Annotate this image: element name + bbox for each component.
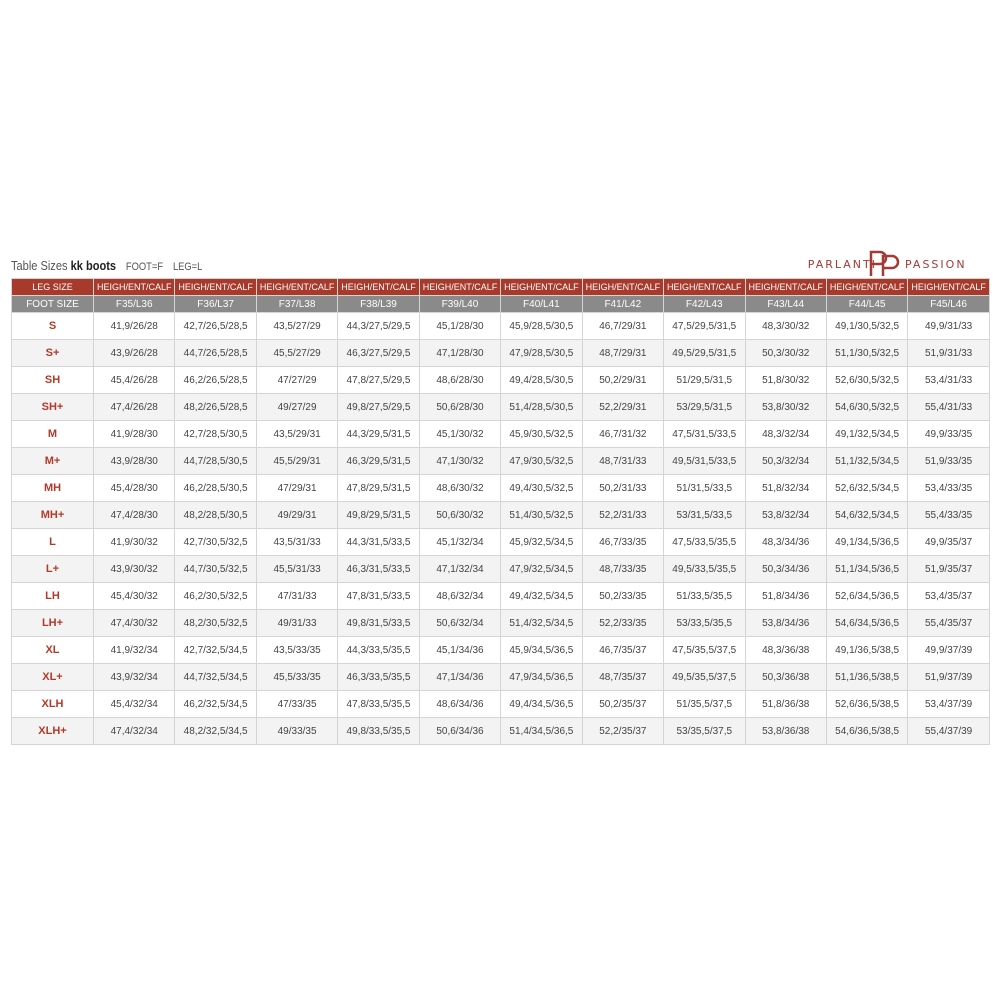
measurement-cell: 51,9/33/35 (908, 448, 989, 475)
measure-header-cell: HEIGH/ENT/CALF (256, 279, 337, 296)
measurement-cell: 52,6/36,5/38,5 (826, 691, 907, 718)
table-row (12, 313, 990, 340)
leg-size-cell: LH (12, 583, 94, 610)
measurement-cell: 51,8/30/32 (745, 367, 826, 394)
measurement-cell: 41,9/32/34 (94, 637, 175, 664)
measurement-cell: 48,7/29/31 (582, 340, 663, 367)
size-table (11, 278, 990, 745)
measurement-cell: 49,9/37/39 (908, 637, 989, 664)
measurement-cell: 50,3/36/38 (745, 664, 826, 691)
measurement-cell: 45,1/28/30 (419, 313, 500, 340)
measurement-cell: 43,5/27/29 (256, 313, 337, 340)
logo-text-right: PASSION (905, 258, 967, 271)
table-row (12, 556, 990, 583)
table-row (12, 664, 990, 691)
measure-header-cell: HEIGH/ENT/CALF (664, 279, 745, 296)
measurement-cell: 46,7/29/31 (582, 313, 663, 340)
measurement-cell: 45,1/34/36 (419, 637, 500, 664)
foot-size-header-cell: F43/L44 (745, 296, 826, 313)
measurement-cell: 45,5/29/31 (256, 448, 337, 475)
measurement-cell: 48,7/31/33 (582, 448, 663, 475)
measurement-cell: 47,5/29,5/31,5 (664, 313, 745, 340)
measurement-cell: 53/29,5/31,5 (664, 394, 745, 421)
measurement-cell: 47,1/34/36 (419, 664, 500, 691)
leg-size-cell: XLH+ (12, 718, 94, 745)
measurement-cell: 48,7/35/37 (582, 664, 663, 691)
measurement-cell: 49,8/29,5/31,5 (338, 502, 419, 529)
measure-header-cell: HEIGH/ENT/CALF (419, 279, 500, 296)
measurement-cell: 47,9/32,5/34,5 (501, 556, 582, 583)
measurement-cell: 47,8/29,5/31,5 (338, 475, 419, 502)
measurement-cell: 49,1/34,5/36,5 (826, 529, 907, 556)
table-row (12, 340, 990, 367)
measurement-cell: 52,6/34,5/36,5 (826, 583, 907, 610)
leg-size-header: LEG SIZE (12, 279, 94, 296)
measurement-cell: 44,7/26,5/28,5 (175, 340, 256, 367)
measurement-cell: 44,3/29,5/31,5 (338, 421, 419, 448)
leg-size-cell: M (12, 421, 94, 448)
measurement-cell: 51,9/37/39 (908, 664, 989, 691)
measurement-cell: 50,6/28/30 (419, 394, 500, 421)
measurement-cell: 53,4/35/37 (908, 583, 989, 610)
measurement-cell: 43,5/31/33 (256, 529, 337, 556)
measurement-cell: 45,1/30/32 (419, 421, 500, 448)
table-title-prefix: Table Sizes (11, 258, 71, 273)
measurement-cell: 51,8/34/36 (745, 583, 826, 610)
foot-size-header-cell: F42/L43 (664, 296, 745, 313)
measurement-cell: 43,5/33/35 (256, 637, 337, 664)
measurement-cell: 48,6/34/36 (419, 691, 500, 718)
measurement-cell: 53,8/36/38 (745, 718, 826, 745)
measurement-cell: 53,8/30/32 (745, 394, 826, 421)
foot-key: FOOT=F (125, 261, 164, 273)
measurement-cell: 49,1/36,5/38,5 (826, 637, 907, 664)
measurement-cell: 42,7/32,5/34,5 (175, 637, 256, 664)
measurement-cell: 48,6/28/30 (419, 367, 500, 394)
table-title-product: kk boots (70, 258, 117, 273)
measurement-cell: 51,1/32,5/34,5 (826, 448, 907, 475)
measurement-cell: 45,9/30,5/32,5 (501, 421, 582, 448)
measurement-cell: 54,6/32,5/34,5 (826, 502, 907, 529)
measure-header-cell: HEIGH/ENT/CALF (175, 279, 256, 296)
measurement-cell: 43,9/26/28 (94, 340, 175, 367)
measure-header-cell: HEIGH/ENT/CALF (94, 279, 175, 296)
measurement-cell: 49,5/35,5/37,5 (664, 664, 745, 691)
measurement-cell: 49,4/28,5/30,5 (501, 367, 582, 394)
measurement-cell: 41,9/26/28 (94, 313, 175, 340)
measure-header-cell: HEIGH/ENT/CALF (338, 279, 419, 296)
table-row (12, 394, 990, 421)
measurement-cell: 55,4/33/35 (908, 502, 989, 529)
table-row (12, 583, 990, 610)
measurement-cell: 53,8/34/36 (745, 610, 826, 637)
measurement-cell: 48,3/34/36 (745, 529, 826, 556)
measurement-cell: 53/33,5/35,5 (664, 610, 745, 637)
measurement-cell: 47,5/35,5/37,5 (664, 637, 745, 664)
measurement-cell: 51/31,5/33,5 (664, 475, 745, 502)
measurement-cell: 44,3/33,5/35,5 (338, 637, 419, 664)
measurement-cell: 52,6/30,5/32,5 (826, 367, 907, 394)
measurement-cell: 44,7/32,5/34,5 (175, 664, 256, 691)
measurement-cell: 48,7/33/35 (582, 556, 663, 583)
measurement-cell: 47,1/28/30 (419, 340, 500, 367)
measurement-cell: 47/29/31 (256, 475, 337, 502)
leg-size-cell: MH+ (12, 502, 94, 529)
foot-size-header-cell: F39/L40 (419, 296, 500, 313)
measure-header-cell: HEIGH/ENT/CALF (745, 279, 826, 296)
table-title (11, 258, 202, 273)
table-row (12, 610, 990, 637)
measurement-cell: 55,4/37/39 (908, 718, 989, 745)
measure-header-cell: HEIGH/ENT/CALF (501, 279, 582, 296)
foot-size-header-cell: F41/L42 (582, 296, 663, 313)
table-row (12, 637, 990, 664)
measurement-cell: 53,4/33/35 (908, 475, 989, 502)
measurement-cell: 47,1/30/32 (419, 448, 500, 475)
measurement-cell: 48,6/30/32 (419, 475, 500, 502)
measurement-cell: 52,2/33/35 (582, 610, 663, 637)
measurement-cell: 46,7/31/32 (582, 421, 663, 448)
measurement-cell: 48,3/30/32 (745, 313, 826, 340)
measure-header-row (12, 279, 990, 296)
measurement-cell: 49,8/31,5/33,5 (338, 610, 419, 637)
measurement-cell: 49,5/33,5/35,5 (664, 556, 745, 583)
measurement-cell: 53/31,5/33,5 (664, 502, 745, 529)
measurement-cell: 50,3/34/36 (745, 556, 826, 583)
leg-size-cell: SH (12, 367, 94, 394)
measurement-cell: 55,4/35/37 (908, 610, 989, 637)
measurement-cell: 43,9/30/32 (94, 556, 175, 583)
measurement-cell: 44,3/27,5/29,5 (338, 313, 419, 340)
leg-size-cell: XL+ (12, 664, 94, 691)
size-table-body (12, 313, 990, 745)
measurement-cell: 53,4/37/39 (908, 691, 989, 718)
measurement-cell: 46,3/27,5/29,5 (338, 340, 419, 367)
measurement-cell: 48,3/32/34 (745, 421, 826, 448)
table-row (12, 367, 990, 394)
measurement-cell: 46,3/31,5/33,5 (338, 556, 419, 583)
measurement-cell: 51,4/32,5/34,5 (501, 610, 582, 637)
measurement-cell: 45,5/27/29 (256, 340, 337, 367)
measurement-cell: 44,3/31,5/33,5 (338, 529, 419, 556)
measurement-cell: 51,4/30,5/32,5 (501, 502, 582, 529)
measurement-cell: 51/33,5/35,5 (664, 583, 745, 610)
measure-header-cell: HEIGH/ENT/CALF (582, 279, 663, 296)
table-title-bar (11, 258, 989, 278)
measurement-cell: 50,6/34/36 (419, 718, 500, 745)
measurement-cell: 45,9/32,5/34,5 (501, 529, 582, 556)
measurement-cell: 43,9/28/30 (94, 448, 175, 475)
measurement-cell: 45,5/33/35 (256, 664, 337, 691)
measurement-cell: 47,4/26/28 (94, 394, 175, 421)
leg-size-cell: MH (12, 475, 94, 502)
measurement-cell: 44,7/30,5/32,5 (175, 556, 256, 583)
measurement-cell: 47,1/32/34 (419, 556, 500, 583)
measurement-cell: 51,9/31/33 (908, 340, 989, 367)
measurement-cell: 51,1/34,5/36,5 (826, 556, 907, 583)
measurement-cell: 52,2/31/33 (582, 502, 663, 529)
foot-size-header-cell: F44/L45 (826, 296, 907, 313)
measurement-cell: 47,8/27,5/29,5 (338, 367, 419, 394)
measurement-cell: 46,3/29,5/31,5 (338, 448, 419, 475)
measurement-cell: 48,3/36/38 (745, 637, 826, 664)
measurement-cell: 48,2/32,5/34,5 (175, 718, 256, 745)
measurement-cell: 46,2/28,5/30,5 (175, 475, 256, 502)
pp-monogram-icon (865, 248, 903, 278)
measurement-cell: 49,5/31,5/33,5 (664, 448, 745, 475)
leg-size-cell: LH+ (12, 610, 94, 637)
measurement-cell: 47,9/28,5/30,5 (501, 340, 582, 367)
logo-text-left: PARLANTI (807, 258, 877, 271)
measurement-cell: 48,6/32/34 (419, 583, 500, 610)
measurement-cell: 54,6/34,5/36,5 (826, 610, 907, 637)
measurement-cell: 51,1/30,5/32,5 (826, 340, 907, 367)
table-row (12, 529, 990, 556)
measurement-cell: 45,9/34,5/36,5 (501, 637, 582, 664)
measurement-cell: 46,2/30,5/32,5 (175, 583, 256, 610)
measurement-cell: 45,4/26/28 (94, 367, 175, 394)
measurement-cell: 49,4/32,5/34,5 (501, 583, 582, 610)
leg-size-cell: S+ (12, 340, 94, 367)
measurement-cell: 52,2/29/31 (582, 394, 663, 421)
measurement-cell: 50,3/30/32 (745, 340, 826, 367)
measurement-cell: 49,9/33/35 (908, 421, 989, 448)
measurement-cell: 50,3/32/34 (745, 448, 826, 475)
measurement-cell: 51,4/28,5/30,5 (501, 394, 582, 421)
measurement-cell: 51,9/35/37 (908, 556, 989, 583)
measurement-cell: 49/29/31 (256, 502, 337, 529)
table-row (12, 475, 990, 502)
measurement-cell: 49/31/33 (256, 610, 337, 637)
measurement-cell: 49,8/27,5/29,5 (338, 394, 419, 421)
measurement-cell: 49/33/35 (256, 718, 337, 745)
measurement-cell: 47,9/30,5/32,5 (501, 448, 582, 475)
foot-size-header-cell: F45/L46 (908, 296, 989, 313)
measurement-cell: 50,6/30/32 (419, 502, 500, 529)
measurement-cell: 55,4/31/33 (908, 394, 989, 421)
measurement-cell: 50,6/32/34 (419, 610, 500, 637)
measurement-cell: 46,7/35/37 (582, 637, 663, 664)
measurement-cell: 42,7/30,5/32,5 (175, 529, 256, 556)
measurement-cell: 45,5/31/33 (256, 556, 337, 583)
measurement-cell: 45,4/32/34 (94, 691, 175, 718)
foot-size-header-cell: F37/L38 (256, 296, 337, 313)
foot-size-header-cell: F35/L36 (94, 296, 175, 313)
measurement-cell: 51,8/32/34 (745, 475, 826, 502)
table-row (12, 448, 990, 475)
measure-header-cell: HEIGH/ENT/CALF (908, 279, 989, 296)
measurement-cell: 49,1/32,5/34,5 (826, 421, 907, 448)
measurement-cell: 51/35,5/37,5 (664, 691, 745, 718)
measurement-cell: 49,1/30,5/32,5 (826, 313, 907, 340)
measurement-cell: 46,2/26,5/28,5 (175, 367, 256, 394)
leg-size-cell: S (12, 313, 94, 340)
measurement-cell: 49,8/33,5/35,5 (338, 718, 419, 745)
measurement-cell: 43,9/32/34 (94, 664, 175, 691)
leg-size-cell: L (12, 529, 94, 556)
measurement-cell: 53,8/32/34 (745, 502, 826, 529)
measurement-cell: 41,9/28/30 (94, 421, 175, 448)
measurement-cell: 46,7/33/35 (582, 529, 663, 556)
foot-size-header: FOOT SIZE (12, 296, 94, 313)
measurement-cell: 54,6/36,5/38,5 (826, 718, 907, 745)
table-row (12, 502, 990, 529)
measurement-cell: 42,7/28,5/30,5 (175, 421, 256, 448)
table-row (12, 421, 990, 448)
measurement-cell: 46,3/33,5/35,5 (338, 664, 419, 691)
measurement-cell: 51,4/34,5/36,5 (501, 718, 582, 745)
measurement-cell: 45,1/32/34 (419, 529, 500, 556)
measurement-cell: 49,5/29,5/31,5 (664, 340, 745, 367)
measurement-cell: 46,2/32,5/34,5 (175, 691, 256, 718)
leg-size-cell: L+ (12, 556, 94, 583)
measurement-cell: 41,9/30/32 (94, 529, 175, 556)
measurement-cell: 49,9/35/37 (908, 529, 989, 556)
measurement-cell: 51,1/36,5/38,5 (826, 664, 907, 691)
leg-size-cell: XLH (12, 691, 94, 718)
brand-logo (779, 248, 989, 278)
measurement-cell: 54,6/30,5/32,5 (826, 394, 907, 421)
leg-size-cell: SH+ (12, 394, 94, 421)
measurement-cell: 53,4/31/33 (908, 367, 989, 394)
measurement-cell: 49,4/30,5/32,5 (501, 475, 582, 502)
measurement-cell: 50,2/35/37 (582, 691, 663, 718)
measurement-cell: 47,4/32/34 (94, 718, 175, 745)
measurement-cell: 51,8/36/38 (745, 691, 826, 718)
measurement-cell: 43,5/29/31 (256, 421, 337, 448)
measurement-cell: 53/35,5/37,5 (664, 718, 745, 745)
measurement-cell: 42,7/26,5/28,5 (175, 313, 256, 340)
measurement-cell: 44,7/28,5/30,5 (175, 448, 256, 475)
measurement-cell: 47/31/33 (256, 583, 337, 610)
measurement-cell: 47,4/30/32 (94, 610, 175, 637)
table-row (12, 691, 990, 718)
measurement-cell: 48,2/30,5/32,5 (175, 610, 256, 637)
measurement-cell: 47,4/28/30 (94, 502, 175, 529)
foot-size-header-cell: F40/L41 (501, 296, 582, 313)
measurement-cell: 47/33/35 (256, 691, 337, 718)
measure-header-cell: HEIGH/ENT/CALF (826, 279, 907, 296)
measurement-cell: 48,2/26,5/28,5 (175, 394, 256, 421)
measurement-cell: 52,2/35/37 (582, 718, 663, 745)
measurement-cell: 47,5/31,5/33,5 (664, 421, 745, 448)
foot-size-header-cell: F38/L39 (338, 296, 419, 313)
measurement-cell: 49,9/31/33 (908, 313, 989, 340)
leg-size-cell: XL (12, 637, 94, 664)
measurement-cell: 45,9/28,5/30,5 (501, 313, 582, 340)
measurement-cell: 47,8/31,5/33,5 (338, 583, 419, 610)
measurement-cell: 50,2/29/31 (582, 367, 663, 394)
measurement-cell: 47/27/29 (256, 367, 337, 394)
measurement-cell: 51/29,5/31,5 (664, 367, 745, 394)
measurement-cell: 45,4/30/32 (94, 583, 175, 610)
measurement-cell: 47,8/33,5/35,5 (338, 691, 419, 718)
measurement-cell: 50,2/33/35 (582, 583, 663, 610)
foot-size-header-cell: F36/L37 (175, 296, 256, 313)
table-row (12, 718, 990, 745)
measurement-cell: 45,4/28/30 (94, 475, 175, 502)
leg-key: LEG=L (172, 261, 203, 273)
measurement-cell: 50,2/31/33 (582, 475, 663, 502)
measurement-cell: 52,6/32,5/34,5 (826, 475, 907, 502)
measurement-cell: 47,9/34,5/36,5 (501, 664, 582, 691)
measurement-cell: 49/27/29 (256, 394, 337, 421)
leg-size-cell: M+ (12, 448, 94, 475)
measurement-cell: 49,4/34,5/36,5 (501, 691, 582, 718)
foot-size-header-row (12, 296, 990, 313)
measurement-cell: 47,5/33,5/35,5 (664, 529, 745, 556)
measurement-cell: 48,2/28,5/30,5 (175, 502, 256, 529)
